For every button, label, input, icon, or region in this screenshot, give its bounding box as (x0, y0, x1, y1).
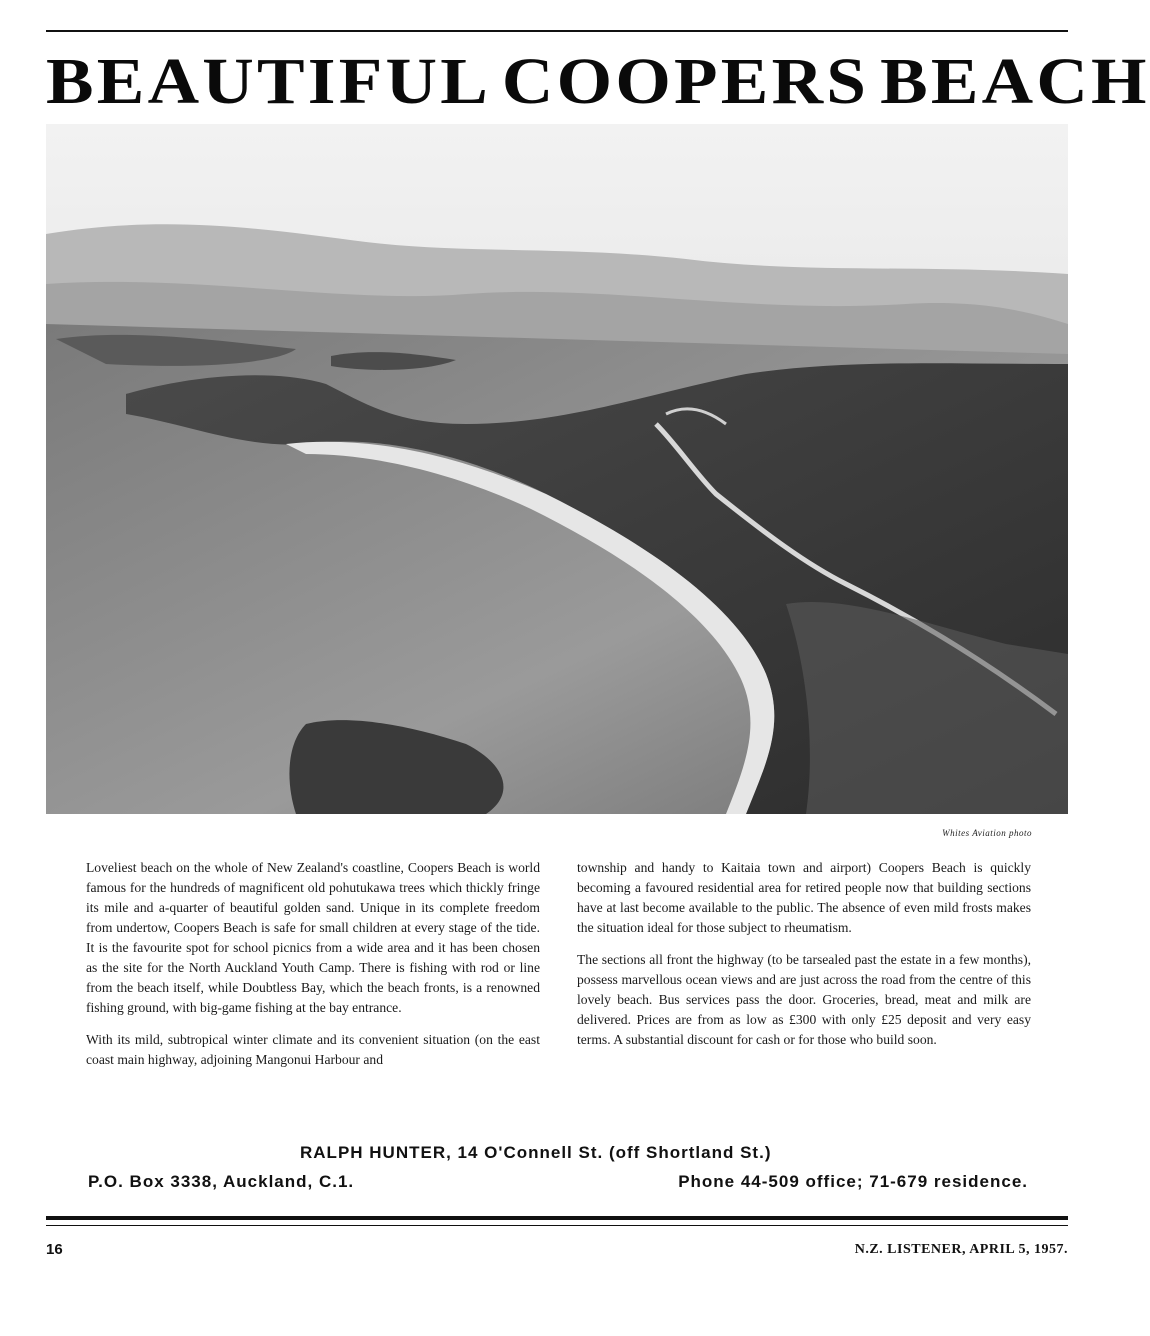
body-paragraph: township and handy to Kaitaia town and airport) Coopers Beach is quickly becoming a favoured residential area for retired people now that building sections have at last become available to the public. The absence of even mild frosts makes the situation ideal for those subject to rheumatism. (577, 860, 1031, 935)
contact-name-address: RALPH HUNTER, 14 O'Connell St. (off Shortland St.) (300, 1143, 772, 1162)
bottom-rule-thick (46, 1216, 1068, 1220)
headline-word-3: BEACH (880, 45, 1150, 118)
bottom-rule-thin (46, 1225, 1068, 1226)
headline-word-1: BEAUTIFUL (46, 45, 492, 118)
body-paragraph: The sections all front the highway (to be tarsealed past the estate in a few months), possess marvellous ocean views and are just across the road from the centre of this lovely beach. Bus services pass the door. Groceries, bread, meat and milk are delivered. Prices are from as low as £300 with only £25 deposit and very easy terms. A substantial discount for cash or for those who build soon. (577, 952, 1031, 1047)
page-number: 16 (46, 1241, 63, 1258)
top-rule (46, 30, 1068, 32)
body-column-left (86, 858, 540, 1082)
contact-phone: Phone 44-509 office; 71-679 residence. (678, 1172, 1028, 1191)
headline-word-2: COOPERS (501, 45, 870, 118)
body-column-right (577, 858, 1031, 1062)
photo-credit: Whites Aviation photo (942, 828, 1032, 838)
contact-po-box: P.O. Box 3338, Auckland, C.1. (88, 1172, 355, 1191)
aerial-photo (46, 124, 1068, 814)
body-paragraph: With its mild, subtropical winter climate and its convenient situation (on the east coast main highway, adjoining Mangonui Harbour and (86, 1032, 540, 1067)
body-paragraph: Loveliest beach on the whole of New Zealand's coastline, Coopers Beach is world famous for the hundreds of magnificent old pohutukawa trees which thickly fringe its mile and a-quarter of beautiful golden sand. Unique in its complete freedom from undertow, Coopers Beach is safe for small children at every stage of the tide. It is the favourite spot for school picnics from a wide area and it has been chosen as the site for the North Auckland Youth Camp. There is fishing with rod or line from the beach itself, while Doubtless Bay, which the beach fronts, is a renowned fishing ground, with big-game fishing at the bay entrance. (86, 860, 540, 1015)
headline (46, 45, 1150, 118)
aerial-photo-illustration (46, 124, 1068, 814)
publication-footer: N.Z. LISTENER, APRIL 5, 1957. (854, 1242, 1068, 1257)
